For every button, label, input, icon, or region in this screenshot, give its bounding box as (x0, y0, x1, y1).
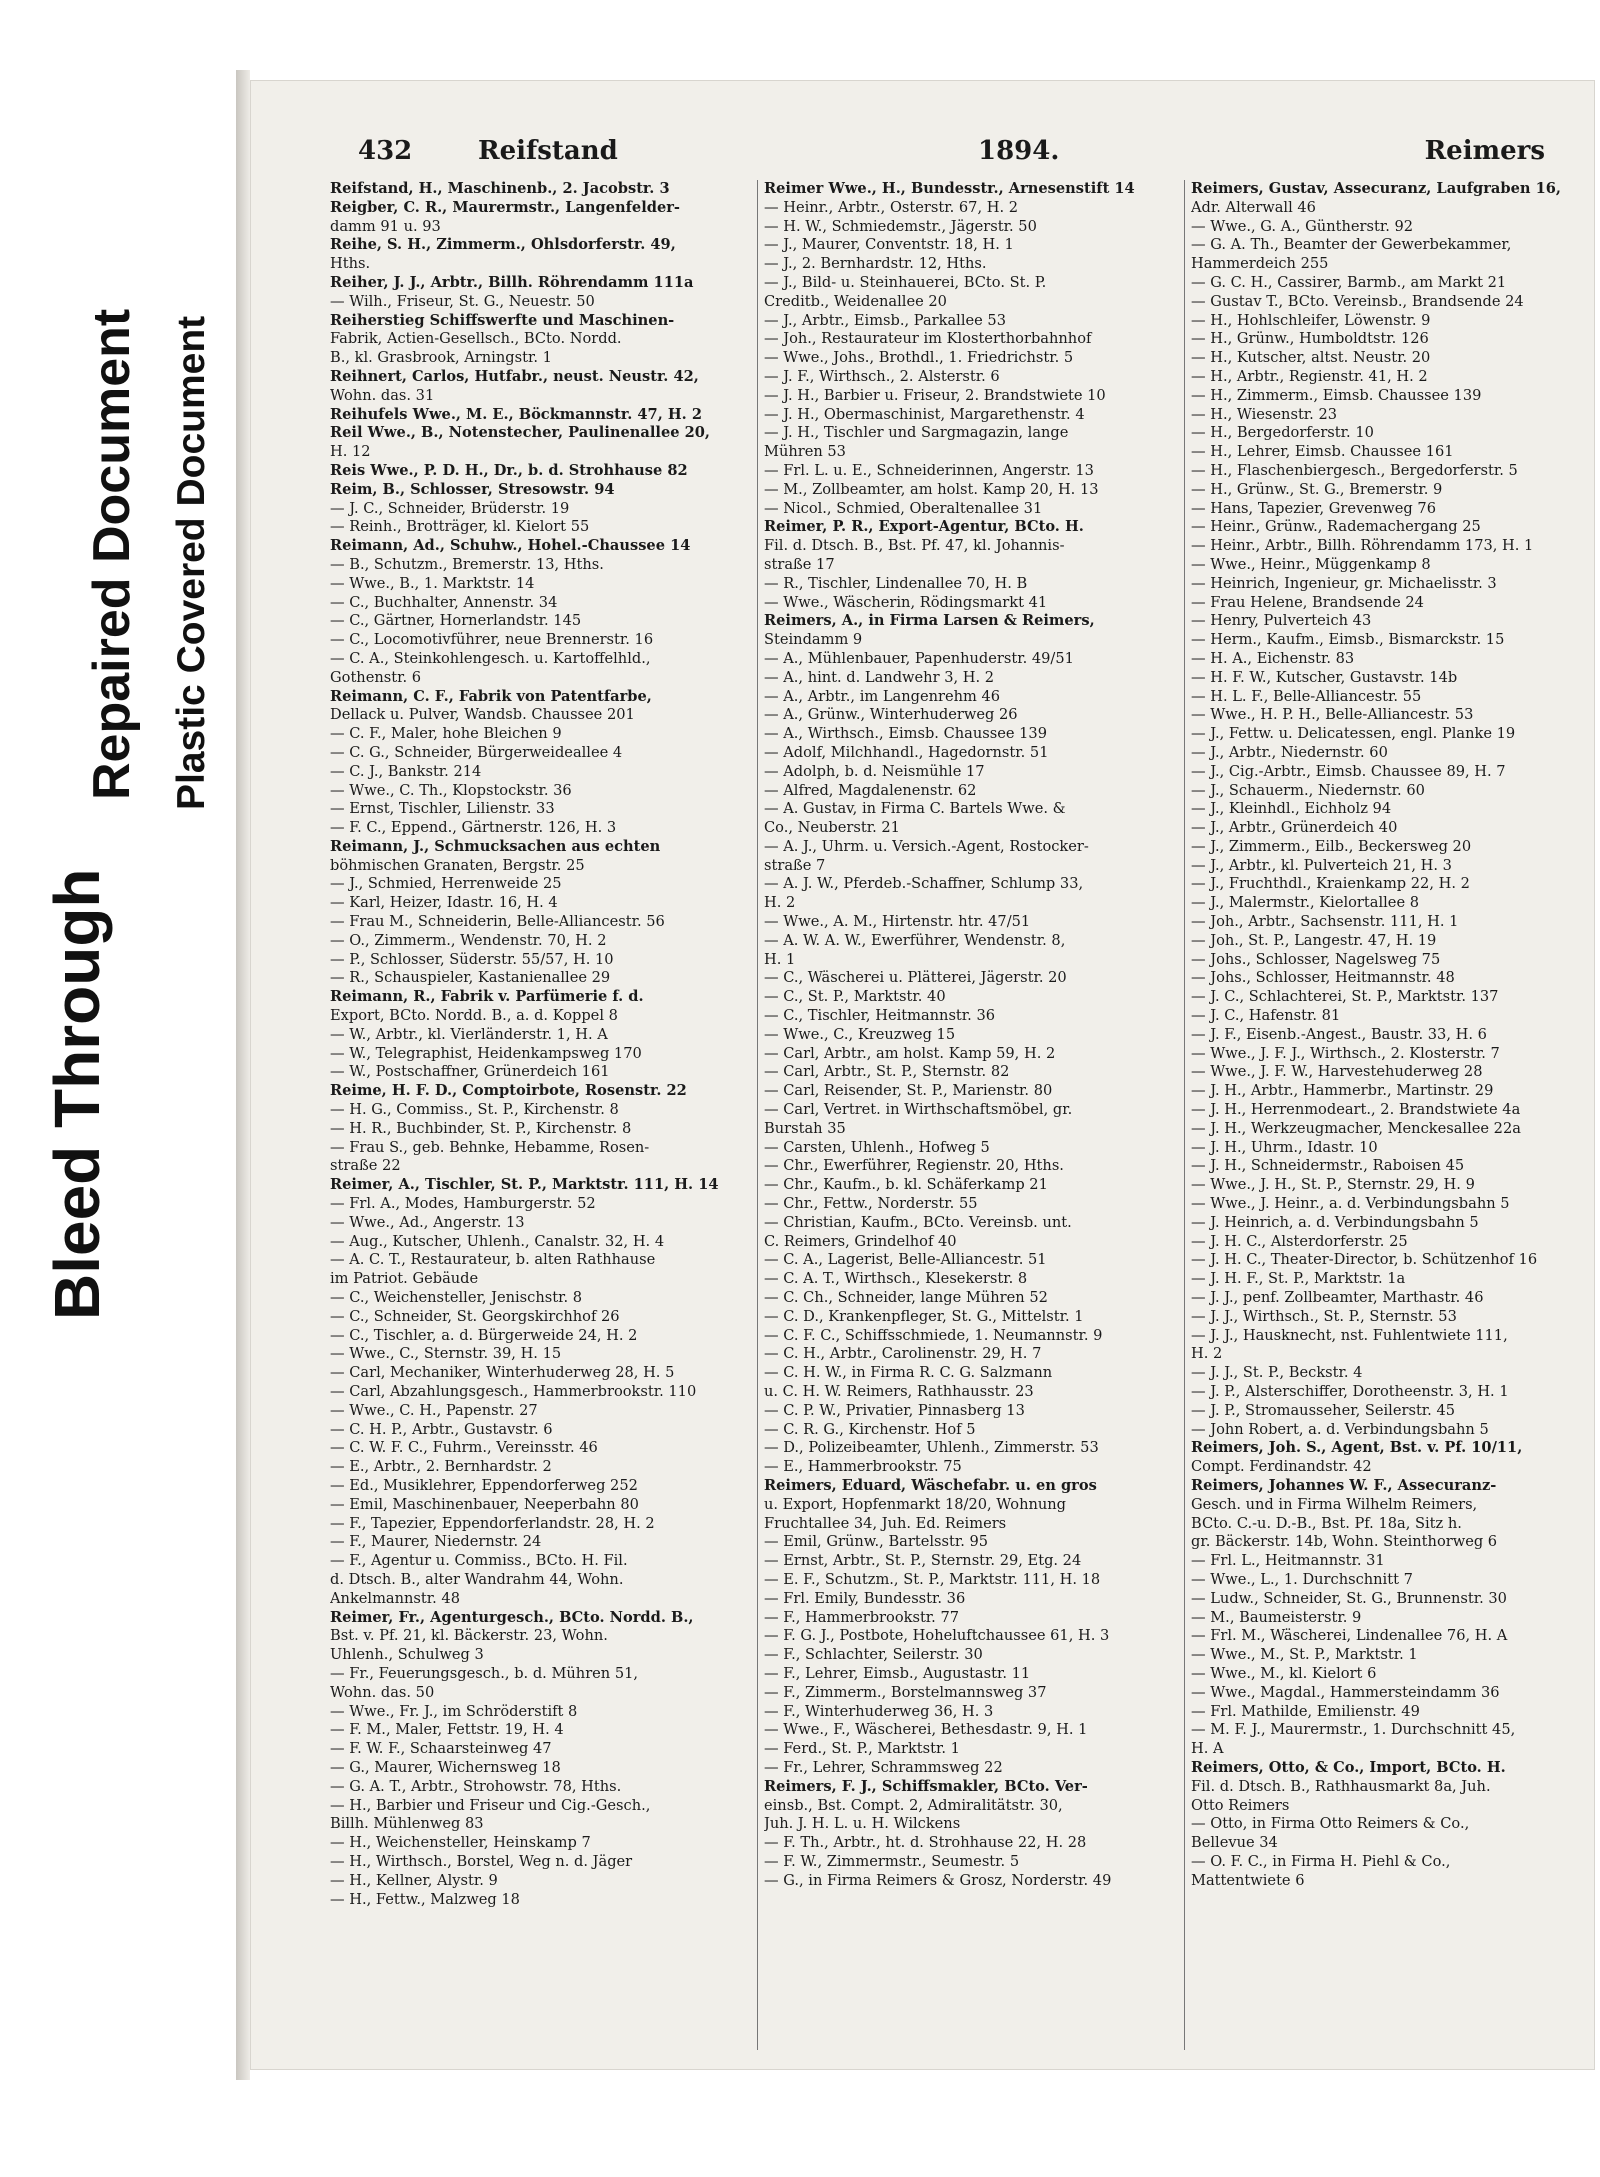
directory-entry: — Fr., Lehrer, Schrammsweg 22 (764, 1758, 1003, 1776)
directory-entry: C. Reimers, Grindelhof 40 (764, 1232, 957, 1250)
directory-entry: — Wwe., G. A., Güntherstr. 92 (1191, 217, 1414, 235)
directory-entry: Mühren 53 (764, 443, 846, 461)
directory-entry: — C. H. P., Arbtr., Gustavstr. 6 (330, 1420, 553, 1438)
directory-entry: Bellevue 34 (1191, 1834, 1278, 1852)
directory-entry: Reis Wwe., P. D. H., Dr., b. d. Strohhause 82 (330, 461, 688, 479)
directory-entry: — Ernst, Tischler, Lilienstr. 33 (330, 800, 555, 818)
directory-entry: — J. F., Wirthsch., 2. Alsterstr. 6 (764, 367, 1000, 385)
directory-entry: — Wwe., C. H., Papenstr. 27 (330, 1401, 538, 1419)
column-1 (330, 180, 745, 2050)
column-3 (1184, 180, 1600, 2050)
directory-entry: — D., Polizeibeamter, Uhlenh., Zimmerstr. 53 (764, 1439, 1099, 1457)
directory-entry: — H. L. F., Belle-Alliancestr. 55 (1191, 687, 1422, 705)
directory-entry: — W., Telegraphist, Heidenkampsweg 170 (330, 1044, 642, 1062)
directory-entry: — G., Maurer, Wichernsweg 18 (330, 1758, 561, 1776)
directory-entry: H. 2 (1191, 1345, 1223, 1363)
directory-entry: — C. H. W., in Firma R. C. G. Salzmann (764, 1364, 1053, 1382)
directory-entry: Reimers, A., in Firma Larsen & Reimers, (764, 612, 1095, 630)
directory-entry: — Chr., Kaufm., b. kl. Schäferkamp 21 (764, 1176, 1048, 1194)
directory-entry: — Ludw., Schneider, St. G., Brunnenstr. 30 (1191, 1589, 1507, 1607)
directory-entry: Fil. d. Dtsch. B., Bst. Pf. 47, kl. Johannis- (764, 537, 1065, 555)
directory-entry: Reimann, C. F., Fabrik von Patentfarbe, (330, 687, 652, 705)
directory-entry: Creditb., Weidenallee 20 (764, 292, 947, 310)
directory-entry: — G. A. Th., Beamter der Gewerbekammer, (1191, 236, 1512, 254)
directory-entry: Bst. v. Pf. 21, kl. Bäckerstr. 23, Wohn. (330, 1627, 608, 1645)
directory-entry: Fruchtallee 34, Juh. Ed. Reimers (764, 1514, 1007, 1532)
directory-entry: Ankelmannstr. 48 (330, 1589, 460, 1607)
directory-entry: — Wilh., Friseur, St. G., Neuestr. 50 (330, 292, 595, 310)
directory-entry: — Wwe., Ad., Angerstr. 13 (330, 1213, 525, 1231)
directory-entry: — H., Hohlschleifer, Löwenstr. 9 (1191, 311, 1431, 329)
directory-entry: — Wwe., Heinr., Müggenkamp 8 (1191, 555, 1431, 573)
directory-entry: — C., Buchhalter, Annenstr. 34 (330, 593, 558, 611)
directory-entry: H. 1 (764, 950, 796, 968)
directory-entry: — C. A. T., Wirthsch., Klesekerstr. 8 (764, 1270, 1028, 1288)
directory-entry: — F., Maurer, Niedernstr. 24 (330, 1533, 542, 1551)
directory-entry: — Adolf, Milchhandl., Hagedornstr. 51 (764, 743, 1049, 761)
directory-entry: Reihufels Wwe., M. E., Böckmannstr. 47, H. 2 (330, 405, 702, 423)
directory-entry: — J. H., Tischler und Sargmagazin, lange (764, 424, 1069, 442)
directory-entry: Reimer, P. R., Export-Agentur, BCto. H. (764, 518, 1084, 536)
directory-entry: — Otto, in Firma Otto Reimers & Co., (1191, 1815, 1470, 1833)
directory-entry: Reihe, S. H., Zimmerm., Ohlsdorferstr. 49, (330, 236, 676, 254)
directory-entry: — J. H., Herrenmodeart., 2. Brandstwiete 4a (1191, 1101, 1521, 1119)
directory-entry: — C. A., Lagerist, Belle-Alliancestr. 51 (764, 1251, 1047, 1269)
directory-entry: Hths. (330, 255, 371, 273)
directory-entry: straße 22 (330, 1157, 401, 1175)
directory-entry: — W., Arbtr., kl. Vierländerstr. 1, H. A (330, 1025, 608, 1043)
directory-entry: Reil Wwe., B., Notenstecher, Paulinenallee 20, (330, 424, 710, 442)
directory-entry: — G., in Firma Reimers & Grosz, Norderstr. 49 (764, 1871, 1112, 1889)
directory-entry: — H., Barbier und Friseur und Cig.-Gesch., (330, 1796, 651, 1814)
directory-entry: — H., Fettw., Malzweg 18 (330, 1890, 520, 1908)
directory-entry: — J., Maurer, Conventstr. 18, H. 1 (764, 236, 1014, 254)
directory-entry: — John Robert, a. d. Verbindungsbahn 5 (1191, 1420, 1489, 1438)
directory-entry: — Christian, Kaufm., BCto. Vereinsb. unt. (764, 1213, 1072, 1231)
directory-entry: — J. Heinrich, a. d. Verbindungsbahn 5 (1191, 1213, 1479, 1231)
directory-entry: — Wwe., A. M., Hirtenstr. htr. 47/51 (764, 913, 1031, 931)
directory-entry: — Joh., Restaurateur im Klosterthorbahnhof (764, 330, 1092, 348)
directory-entry: — J., Cig.-Arbtr., Eimsb. Chaussee 89, H. 7 (1191, 762, 1506, 780)
directory-entry: — J., Arbtr., kl. Pulverteich 21, H. 3 (1191, 856, 1452, 874)
directory-entry: — H., Weichensteller, Heinskamp 7 (330, 1834, 591, 1852)
directory-entry: — Reinh., Brotträger, kl. Kielort 55 (330, 518, 590, 536)
directory-entry: — H. G., Commiss., St. P., Kirchenstr. 8 (330, 1101, 619, 1119)
directory-entry: — J., Arbtr., Eimsb., Parkallee 53 (764, 311, 1006, 329)
directory-entry: — Wwe., C., Kreuzweg 15 (764, 1025, 956, 1043)
directory-entry: — Emil, Grünw., Bartelsstr. 95 (764, 1533, 989, 1551)
directory-entry: — Alfred, Magdalenenstr. 62 (764, 781, 977, 799)
directory-entry: — F. M., Maler, Fettstr. 19, H. 4 (330, 1721, 564, 1739)
directory-entry: Uhlenh., Schulweg 3 (330, 1646, 484, 1664)
directory-entry: — Gustav T., BCto. Vereinsb., Brandsende 24 (1191, 292, 1524, 310)
directory-entry: — H., Grünw., St. G., Bremerstr. 9 (1191, 480, 1443, 498)
directory-entry: — Chr., Ewerführer, Regienstr. 20, Hths. (764, 1157, 1064, 1175)
directory-entry: — C. G., Schneider, Bürgerweideallee 4 (330, 743, 623, 761)
directory-entry: böhmischen Granaten, Bergstr. 25 (330, 856, 585, 874)
directory-entry: Adr. Alterwall 46 (1191, 198, 1316, 216)
directory-entry: — Frau M., Schneiderin, Belle-Alliancestr. 56 (330, 913, 665, 931)
directory-entry: — H., Flaschenbiergesch., Bergedorferstr. 5 (1191, 461, 1518, 479)
directory-entry: — J., Arbtr., Grünerdeich 40 (1191, 819, 1398, 837)
directory-entry: — Carl, Mechaniker, Winterhuderweg 28, H. 5 (330, 1364, 675, 1382)
directory-entry: Wohn. das. 50 (330, 1683, 435, 1701)
directory-entry: — A., Wirthsch., Eimsb. Chaussee 139 (764, 725, 1047, 743)
directory-entry: — C. H., Arbtr., Carolinenstr. 29, H. 7 (764, 1345, 1042, 1363)
directory-entry: — E. F., Schutzm., St. P., Marktstr. 111, H. 18 (764, 1570, 1101, 1588)
directory-entry: — E., Hammerbrookstr. 75 (764, 1458, 962, 1476)
directory-entry: Reimann, J., Schmucksachen aus echten (330, 837, 661, 855)
directory-entry: — Wwe., C. Th., Klopstockstr. 36 (330, 781, 572, 799)
directory-entry: — H. W., Schmiedemstr., Jägerstr. 50 (764, 217, 1037, 235)
directory-entry: — C. W. F. C., Fuhrm., Vereinsstr. 46 (330, 1439, 598, 1457)
directory-entry: — C., Tischler, Heitmannstr. 36 (764, 1007, 996, 1025)
directory-entry: — J., Malermstr., Kielortallee 8 (1191, 894, 1420, 912)
directory-entry: Reimers, Joh. S., Agent, Bst. v. Pf. 10/11, (1191, 1439, 1523, 1457)
directory-entry: — Chr., Fettw., Norderstr. 55 (764, 1195, 978, 1213)
directory-entry: Reimann, R., Fabrik v. Parfümerie f. d. (330, 988, 644, 1006)
plastic-covered-label: Plastic Covered Document (170, 315, 213, 810)
directory-entry: — C., Wäscherei u. Plätterei, Jägerstr. 20 (764, 969, 1067, 987)
directory-entry: — H., Lehrer, Eimsb. Chaussee 161 (1191, 443, 1454, 461)
directory-entry: — Wwe., M., St. P., Marktstr. 1 (1191, 1646, 1418, 1664)
directory-entry: — Wwe., C., Sternstr. 39, H. 15 (330, 1345, 562, 1363)
directory-entry: — C. P. W., Privatier, Pinnasberg 13 (764, 1401, 1025, 1419)
directory-columns (330, 180, 1590, 2050)
directory-entry: — C., Gärtner, Hornerlandstr. 145 (330, 612, 582, 630)
directory-entry: Reimers, Johannes W. F., Assecuranz- (1191, 1476, 1497, 1494)
directory-entry: — C. F., Maler, hohe Bleichen 9 (330, 725, 562, 743)
left-running-head: Reifstand (478, 136, 618, 166)
directory-entry: — J., Bild- u. Steinhauerei, BCto. St. P. (764, 273, 1047, 291)
directory-entry: — J., Fettw. u. Delicatessen, engl. Planke 19 (1191, 725, 1516, 743)
directory-entry: — Ferd., St. P., Marktstr. 1 (764, 1740, 960, 1758)
directory-entry: — Carl, Vertret. in Wirthschaftsmöbel, gr. (764, 1101, 1073, 1119)
directory-entry: — H., Wiesenstr. 23 (1191, 405, 1338, 423)
directory-entry: — W., Postschaffner, Grünerdeich 161 (330, 1063, 610, 1081)
directory-entry: — Wwe., Magdal., Hammersteindamm 36 (1191, 1683, 1500, 1701)
directory-entry: — Frl. M., Wäscherei, Lindenallee 76, H. A (1191, 1627, 1508, 1645)
directory-entry: — J., Fruchthdl., Kraienkamp 22, H. 2 (1191, 875, 1470, 893)
repaired-document-label: Repaired Document (83, 308, 141, 800)
directory-entry: — A., Arbtr., im Langenrehm 46 (764, 687, 1001, 705)
directory-entry: — Carl, Reisender, St. P., Marienstr. 80 (764, 1082, 1053, 1100)
directory-entry: Reimers, Otto, & Co., Import, BCto. H. (1191, 1758, 1506, 1776)
directory-entry: Wohn. das. 31 (330, 386, 435, 404)
directory-entry: — C. A., Steinkohlengesch. u. Kartoffelhld., (330, 649, 651, 667)
directory-entry: — Wwe., F., Wäscherei, Bethesdastr. 9, H. 1 (764, 1721, 1088, 1739)
directory-entry: — J. H., Barbier u. Friseur, 2. Brandstwiete 10 (764, 386, 1106, 404)
directory-entry: — Fr., Feuerungsgesch., b. d. Mühren 51, (330, 1664, 639, 1682)
directory-entry: — J. H., Schneidermstr., Raboisen 45 (1191, 1157, 1465, 1175)
directory-entry: — J., Zimmerm., Eilb., Beckersweg 20 (1191, 837, 1472, 855)
directory-entry: — F. G. J., Postbote, Hoheluftchaussee 61, H. 3 (764, 1627, 1110, 1645)
directory-entry: — M., Baumeisterstr. 9 (1191, 1608, 1362, 1626)
page-edge (236, 70, 250, 2080)
directory-entry: — J. H., Arbtr., Hammerbr., Martinstr. 29 (1191, 1082, 1494, 1100)
directory-entry: — J., 2. Bernhardstr. 12, Hths. (764, 255, 987, 273)
directory-entry: Reimer Wwe., H., Bundesstr., Arnesenstift 14 (764, 180, 1135, 197)
directory-entry: — C. R. G., Kirchenstr. Hof 5 (764, 1420, 976, 1438)
directory-entry: straße 17 (764, 555, 835, 573)
directory-entry: Burstah 35 (764, 1119, 846, 1137)
directory-entry: — Emil, Maschinenbauer, Neeperbahn 80 (330, 1495, 639, 1513)
directory-entry: — H. R., Buchbinder, St. P., Kirchenstr. 8 (330, 1119, 632, 1137)
directory-entry: Co., Neuberstr. 21 (764, 819, 900, 837)
directory-entry: — Johs., Schlosser, Nagelsweg 75 (1191, 950, 1441, 968)
directory-entry: — Karl, Heizer, Idastr. 16, H. 4 (330, 894, 558, 912)
directory-entry: Gothenstr. 6 (330, 668, 422, 686)
directory-entry: — Ed., Musiklehrer, Eppendorferweg 252 (330, 1476, 638, 1494)
directory-entry: — Carsten, Uhlenh., Hofweg 5 (764, 1138, 990, 1156)
directory-entry: — H., Zimmerm., Eimsb. Chaussee 139 (1191, 386, 1482, 404)
directory-entry: — A. Gustav, in Firma C. Bartels Wwe. & (764, 800, 1066, 818)
directory-entry: — C. J., Bankstr. 214 (330, 762, 482, 780)
directory-entry: — C. F. C., Schiffsschmiede, 1. Neumannstr. 9 (764, 1326, 1103, 1344)
directory-entry: — C., Weichensteller, Jenischstr. 8 (330, 1289, 583, 1307)
directory-entry: — C., Schneider, St. Georgskirchhof 26 (330, 1307, 620, 1325)
directory-entry: — Carl, Arbtr., am holst. Kamp 59, H. 2 (764, 1044, 1056, 1062)
directory-entry: — Wwe., Fr. J., im Schröderstift 8 (330, 1702, 578, 1720)
directory-entry: — Wwe., H. P. H., Belle-Alliancestr. 53 (1191, 706, 1474, 724)
directory-entry: — R., Tischler, Lindenallee 70, H. B (764, 574, 1028, 592)
directory-entry: — J. C., Schlachterei, St. P., Marktstr. 137 (1191, 988, 1499, 1006)
directory-entry: — Ernst, Arbtr., St. P., Sternstr. 29, Etg. 24 (764, 1552, 1082, 1570)
directory-page (250, 80, 1595, 2070)
directory-entry: — Frl. Mathilde, Emilienstr. 49 (1191, 1702, 1420, 1720)
right-running-head: Reimers (1424, 136, 1545, 166)
directory-entry: H. 2 (764, 894, 796, 912)
directory-entry: — Nicol., Schmied, Oberaltenallee 31 (764, 499, 1043, 517)
directory-entry: Reimers, F. J., Schiffsmakler, BCto. Ver- (764, 1777, 1088, 1795)
directory-entry: — C., Locomotivführer, neue Brennerstr. 16 (330, 631, 654, 649)
directory-entry: — P., Schlosser, Süderstr. 55/57, H. 10 (330, 950, 614, 968)
year-heading: 1894. (978, 136, 1060, 166)
page-number: 432 (358, 136, 413, 166)
directory-entry: Steindamm 9 (764, 631, 863, 649)
directory-entry: — Wwe., J. F. W., Harvestehuderweg 28 (1191, 1063, 1483, 1081)
directory-entry: — Frau Helene, Brandsende 24 (1191, 593, 1424, 611)
directory-entry: straße 7 (764, 856, 826, 874)
directory-entry: — E., Arbtr., 2. Bernhardstr. 2 (330, 1458, 552, 1476)
directory-entry: Reimer, A., Tischler, St. P., Marktstr. 111, H. 14 (330, 1176, 719, 1194)
directory-entry: — H. A., Eichenstr. 83 (1191, 649, 1355, 667)
directory-entry: — Wwe., M., kl. Kielort 6 (1191, 1664, 1377, 1682)
directory-entry: — M., Zollbeamter, am holst. Kamp 20, H. 13 (764, 480, 1099, 498)
directory-entry: — J. H. C., Alsterdorferstr. 25 (1191, 1232, 1408, 1250)
directory-entry: — J. C., Schneider, Brüderstr. 19 (330, 499, 570, 517)
directory-entry: d. Dtsch. B., alter Wandrahm 44, Wohn. (330, 1570, 624, 1588)
directory-entry: — A. C. T., Restaurateur, b. alten Rathhause (330, 1251, 656, 1269)
directory-entry: — J. J., Hausknecht, nst. Fuhlentwiete 111, (1191, 1326, 1508, 1344)
directory-entry: Reimann, Ad., Schuhw., Hohel.-Chaussee 14 (330, 537, 691, 555)
directory-entry: — A., Grünw., Winterhuderweg 26 (764, 706, 1018, 724)
bleed-through-label: Bleed Through (41, 868, 113, 1320)
directory-entry: — Wwe., Johs., Brothdl., 1. Friedrichstr. 5 (764, 349, 1074, 367)
directory-entry: — H., Kellner, Alystr. 9 (330, 1871, 498, 1889)
directory-entry: — J. H. C., Theater-Director, b. Schützenhof 16 (1191, 1251, 1538, 1269)
directory-entry: — F., Agentur u. Commiss., BCto. H. Fil. (330, 1552, 628, 1570)
directory-entry: Gesch. und in Firma Wilhelm Reimers, (1191, 1495, 1478, 1513)
directory-entry: Reihnert, Carlos, Hutfabr., neust. Neustr. 42, (330, 367, 699, 385)
directory-entry: Otto Reimers (1191, 1796, 1290, 1814)
directory-entry: Juh. J. H. L. u. H. Wilckens (764, 1815, 961, 1833)
directory-entry: — J., Schmied, Herrenweide 25 (330, 875, 562, 893)
directory-entry: — F., Tapezier, Eppendorferlandstr. 28, H. 2 (330, 1514, 655, 1532)
directory-entry: Mattentwiete 6 (1191, 1871, 1305, 1889)
directory-entry: — A. J. W., Pferdeb.-Schaffner, Schlump 33, (764, 875, 1084, 893)
directory-entry: — H., Arbtr., Regienstr. 41, H. 2 (1191, 367, 1428, 385)
directory-entry: — C., St. P., Marktstr. 40 (764, 988, 946, 1006)
directory-entry: — Carl, Abzahlungsgesch., Hammerbrookstr. 110 (330, 1383, 697, 1400)
directory-entry: Billh. Mühlenweg 83 (330, 1815, 484, 1833)
directory-entry: — J. H., Obermaschinist, Margarethenstr. 4 (764, 405, 1085, 423)
directory-entry: — M. F. J., Maurermstr., 1. Durchschnitt 45, (1191, 1721, 1516, 1739)
directory-entry: — J. H. F., St. P., Marktstr. 1a (1191, 1270, 1406, 1288)
directory-entry: — C. D., Krankenpfleger, St. G., Mittelstr. 1 (764, 1307, 1084, 1325)
directory-entry: damm 91 u. 93 (330, 217, 441, 235)
directory-entry: — J. P., Stromausseher, Seilerstr. 45 (1191, 1401, 1456, 1419)
directory-entry: Reifstand, H., Maschinenb., 2. Jacobstr. 3 (330, 180, 670, 197)
directory-entry: — H., Wirthsch., Borstel, Weg n. d. Jäger (330, 1852, 633, 1870)
directory-entry: — Frl. L. u. E., Schneiderinnen, Angerstr. 13 (764, 461, 1094, 479)
directory-entry: — J., Schauerm., Niedernstr. 60 (1191, 781, 1425, 799)
directory-entry: gr. Bäckerstr. 14b, Wohn. Steinthorweg 6 (1191, 1533, 1498, 1551)
directory-entry: — Hans, Tapezier, Grevenweg 76 (1191, 499, 1436, 517)
directory-entry: Reimers, Gustav, Assecuranz, Laufgraben 16, (1191, 180, 1561, 197)
directory-entry: — Johs., Schlosser, Heitmannstr. 48 (1191, 969, 1455, 987)
directory-entry: — Herm., Kaufm., Eimsb., Bismarckstr. 15 (1191, 631, 1505, 649)
directory-entry: — B., Schutzm., Bremerstr. 13, Hths. (330, 555, 604, 573)
directory-entry: — Joh., Arbtr., Sachsenstr. 111, H. 1 (1191, 913, 1459, 931)
directory-entry: — Carl, Arbtr., St. P., Sternstr. 82 (764, 1063, 1010, 1081)
directory-entry: B., kl. Grasbrook, Arningstr. 1 (330, 349, 552, 367)
directory-entry: — H. F. W., Kutscher, Gustavstr. 14b (1191, 668, 1458, 686)
directory-entry: — Frl. L., Heitmannstr. 31 (1191, 1552, 1385, 1570)
directory-entry: — O., Zimmerm., Wendenstr. 70, H. 2 (330, 931, 607, 949)
directory-entry: — Frl. A., Modes, Hamburgerstr. 52 (330, 1195, 596, 1213)
directory-entry: — Aug., Kutscher, Uhlenh., Canalstr. 32, H. 4 (330, 1232, 665, 1250)
directory-entry: Dellack u. Pulver, Wandsb. Chaussee 201 (330, 706, 635, 724)
directory-entry: — Wwe., B., 1. Marktstr. 14 (330, 574, 535, 592)
directory-entry: — C. Ch., Schneider, lange Mühren 52 (764, 1289, 1048, 1307)
directory-entry: — J., Arbtr., Niedernstr. 60 (1191, 743, 1388, 761)
directory-entry: — F. Th., Arbtr., ht. d. Strohhause 22, H. 28 (764, 1834, 1087, 1852)
directory-entry: — R., Schauspieler, Kastanienallee 29 (330, 969, 611, 987)
directory-entry: — Wwe., J. Heinr., a. d. Verbindungsbahn 5 (1191, 1195, 1510, 1213)
directory-entry: — F., Zimmerm., Borstelmannsweg 37 (764, 1683, 1047, 1701)
directory-entry: — J. H., Uhrm., Idastr. 10 (1191, 1138, 1378, 1156)
directory-entry: — J., Kleinhdl., Eichholz 94 (1191, 800, 1392, 818)
directory-entry: — A., Mühlenbauer, Papenhuderstr. 49/51 (764, 649, 1074, 667)
directory-entry: Reiher, J. J., Arbtr., Billh. Röhrendamm 111a (330, 273, 694, 291)
directory-entry: Fabrik, Actien-Gesellsch., BCto. Nordd. (330, 330, 622, 348)
directory-entry: — F., Winterhuderweg 36, H. 3 (764, 1702, 994, 1720)
directory-entry: Fil. d. Dtsch. B., Rathhausmarkt 8a, Juh. (1191, 1777, 1491, 1795)
directory-entry: — Adolph, b. d. Neismühle 17 (764, 762, 985, 780)
directory-entry: Hammerdeich 255 (1191, 255, 1329, 273)
directory-entry: Reim, B., Schlosser, Stresowstr. 94 (330, 480, 615, 498)
directory-entry: — Heinr., Arbtr., Billh. Röhrendamm 173, H. 1 (1191, 537, 1534, 555)
directory-entry: — H., Bergedorferstr. 10 (1191, 424, 1374, 442)
directory-entry: — J. J., penf. Zollbeamter, Marthastr. 46 (1191, 1289, 1484, 1307)
directory-entry: einsb., Bst. Compt. 2, Admiralitätstr. 30, (764, 1796, 1063, 1814)
directory-entry: — J. H., Werkzeugmacher, Menckesallee 22a (1191, 1119, 1521, 1137)
directory-entry: — F., Hammerbrookstr. 77 (764, 1608, 960, 1626)
directory-entry: — Henry, Pulverteich 43 (1191, 612, 1372, 630)
directory-entry: BCto. C.-u. D.-B., Bst. Pf. 18a, Sitz h. (1191, 1514, 1462, 1532)
directory-entry: — Heinr., Grünw., Rademachergang 25 (1191, 518, 1481, 536)
directory-entry: — G. C. H., Cassirer, Barmb., am Markt 21 (1191, 273, 1507, 291)
directory-entry: u. Export, Hopfenmarkt 18/20, Wohnung (764, 1495, 1067, 1513)
directory-entry: Reiherstieg Schiffswerfte und Maschinen- (330, 311, 675, 329)
directory-entry: — Heinrich, Ingenieur, gr. Michaelisstr. 3 (1191, 574, 1497, 592)
directory-entry: Export, BCto. Nordd. B., a. d. Koppel 8 (330, 1007, 618, 1025)
directory-entry: — Frl. Emily, Bundesstr. 36 (764, 1589, 966, 1607)
directory-entry: u. C. H. W. Reimers, Rathhausstr. 23 (764, 1383, 1034, 1400)
directory-entry: — C., Tischler, a. d. Bürgerweide 24, H. 2 (330, 1326, 638, 1344)
directory-entry: — H., Kutscher, altst. Neustr. 20 (1191, 349, 1431, 367)
directory-entry: H. 12 (330, 443, 371, 461)
directory-entry: — F. C., Eppend., Gärtnerstr. 126, H. 3 (330, 819, 617, 837)
directory-entry: im Patriot. Gebäude (330, 1270, 479, 1288)
directory-entry: Reimers, Eduard, Wäschefabr. u. en gros (764, 1476, 1097, 1494)
directory-entry: — Wwe., J. H., St. P., Sternstr. 29, H. 9 (1191, 1176, 1475, 1194)
directory-entry: — G. A. T., Arbtr., Strohowstr. 78, Hths. (330, 1777, 622, 1795)
directory-entry: H. A (1191, 1740, 1224, 1758)
directory-entry: — J. J., Wirthsch., St. P., Sternstr. 53 (1191, 1307, 1457, 1325)
directory-entry: — J. F., Eisenb.-Angest., Baustr. 33, H. 6 (1191, 1025, 1487, 1043)
directory-entry: — J. P., Alsterschiffer, Dorotheenstr. 3, H. 1 (1191, 1383, 1509, 1400)
directory-entry: Reimer, Fr., Agenturgesch., BCto. Nordd. B., (330, 1608, 694, 1626)
directory-entry: — Joh., St. P., Langestr. 47, H. 19 (1191, 931, 1437, 949)
directory-entry: — Wwe., J. F. J., Wirthsch., 2. Klosterstr. 7 (1191, 1044, 1500, 1062)
directory-entry: — J. J., St. P., Beckstr. 4 (1191, 1364, 1363, 1382)
directory-entry: — Heinr., Arbtr., Osterstr. 67, H. 2 (764, 198, 1019, 216)
directory-entry: — Wwe., L., 1. Durchschnitt 7 (1191, 1570, 1413, 1588)
directory-entry: — F., Schlachter, Seilerstr. 30 (764, 1646, 983, 1664)
directory-entry: — F., Lehrer, Eimsb., Augustastr. 11 (764, 1664, 1031, 1682)
page-header (358, 136, 1575, 176)
column-2 (757, 180, 1179, 2050)
directory-entry: — Frau S., geb. Behnke, Hebamme, Rosen- (330, 1138, 650, 1156)
directory-entry: — A., hint. d. Landwehr 3, H. 2 (764, 668, 995, 686)
directory-entry: — J. C., Hafenstr. 81 (1191, 1007, 1341, 1025)
directory-entry: — H., Grünw., Humboldtstr. 126 (1191, 330, 1429, 348)
directory-entry: Reigber, C. R., Maurermstr., Langenfelder- (330, 198, 680, 216)
directory-entry: — A. W. A. W., Ewerführer, Wendenstr. 8, (764, 931, 1066, 949)
directory-entry: — F. W. F., Schaarsteinweg 47 (330, 1740, 552, 1758)
directory-entry: — F. W., Zimmermstr., Seumestr. 5 (764, 1852, 1020, 1870)
directory-entry: — O. F. C., in Firma H. Piehl & Co., (1191, 1852, 1451, 1870)
directory-entry: — A. J., Uhrm. u. Versich.-Agent, Rostocker- (764, 837, 1089, 855)
directory-entry: Reime, H. F. D., Comptoirbote, Rosenstr. 22 (330, 1082, 687, 1100)
directory-entry: Compt. Ferdinandstr. 42 (1191, 1458, 1372, 1476)
directory-entry: — Wwe., Wäscherin, Rödingsmarkt 41 (764, 593, 1048, 611)
